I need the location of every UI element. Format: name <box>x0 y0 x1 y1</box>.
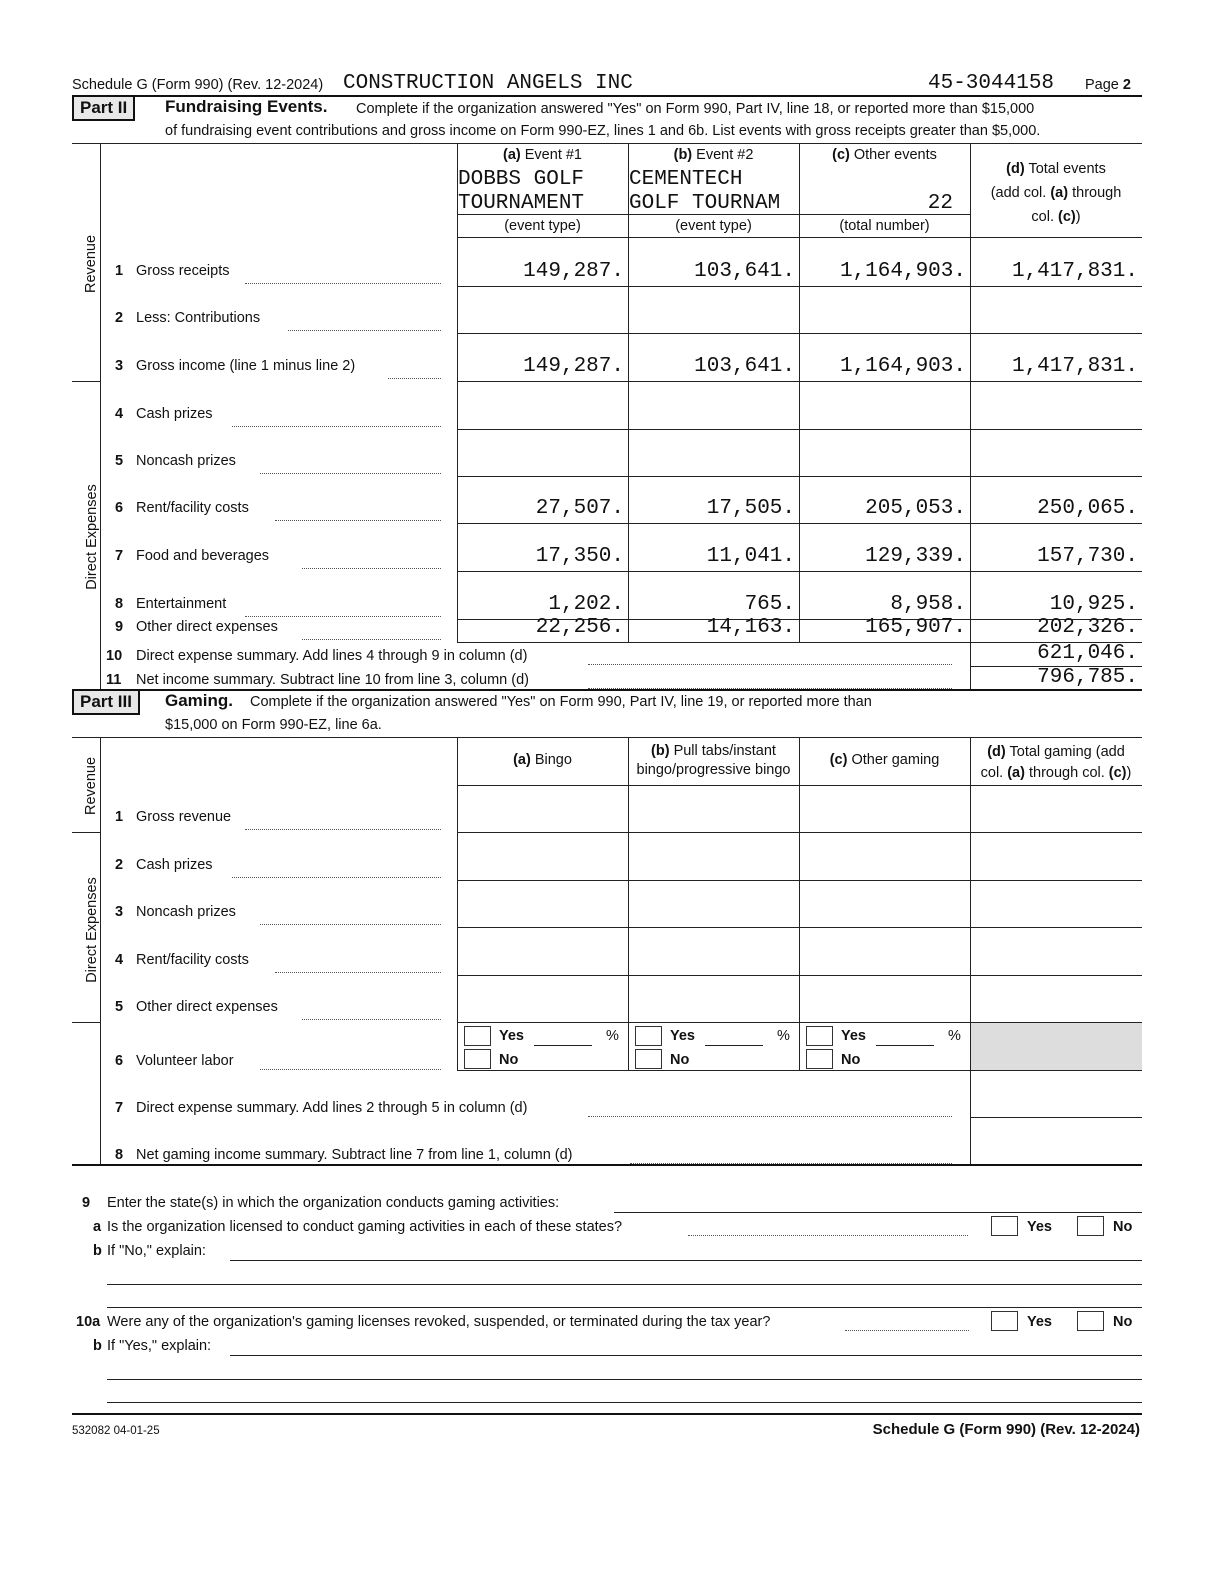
line8-col-c[interactable]: 8,958. <box>890 593 966 616</box>
gaming-line1-num: 1 <box>115 809 124 825</box>
line8-col-b[interactable]: 765. <box>744 593 795 616</box>
col-c-header: (c) Other events <box>832 147 937 163</box>
gaming-line2-col-b[interactable] <box>628 834 799 880</box>
part2-desc2: of fundraising event contributions and gross income on Form 990-EZ, lines 1 and 6b. List events with gross receipts greater than $5,000. <box>165 123 1041 139</box>
line3-col-b[interactable]: 103,641. <box>694 355 795 378</box>
line9-col-b[interactable]: 14,163. <box>706 616 795 639</box>
gaming-line8-label: Net gaming income summary. Subtract line 7 from line 1, column (d) <box>136 1147 573 1163</box>
gaming-line4-num: 4 <box>115 952 124 968</box>
line10a-yes-label: Yes <box>1027 1314 1052 1330</box>
line3-col-a[interactable]: 149,287. <box>523 355 624 378</box>
gaming-line3-num: 3 <box>115 904 124 920</box>
line10a-no-checkbox[interactable] <box>1077 1311 1104 1331</box>
col-b-header: (b) Event #2 <box>673 147 754 163</box>
line6-col-a-percent-input[interactable] <box>534 1045 592 1046</box>
line1-col-b[interactable]: 103,641. <box>694 260 795 283</box>
line9-num: 9 <box>82 1195 91 1211</box>
col-c-subheader: (total number) <box>839 218 930 234</box>
part2-desc1: Complete if the organization answered "Yes" on Form 990, Part IV, line 18, or reported more than $15,000 <box>356 101 1035 117</box>
line5-label: Noncash prizes <box>136 453 236 469</box>
line6-col-b-yes-label: Yes <box>670 1028 695 1044</box>
gaming-line4-col-d[interactable] <box>970 929 1142 975</box>
gaming-line2-num: 2 <box>115 857 124 873</box>
line3-col-c[interactable]: 1,164,903. <box>839 355 966 378</box>
line9-label: Enter the state(s) in which the organization conducts gaming activities: <box>107 1195 560 1211</box>
footer-form-name: Schedule G (Form 990) (Rev. 12-2024) <box>872 1421 1140 1438</box>
gaming-col-a-header: (a) Bingo <box>513 752 572 768</box>
gaming-line7-num: 7 <box>115 1100 124 1116</box>
org-name: CONSTRUCTION ANGELS INC <box>343 72 633 95</box>
gaming-line2-label: Cash prizes <box>136 857 213 873</box>
line7-col-c[interactable]: 129,339. <box>865 545 966 568</box>
line9a-yes-label: Yes <box>1027 1219 1052 1235</box>
line10b-input-line-1[interactable] <box>230 1355 1142 1356</box>
line9-col-c[interactable]: 165,907. <box>865 616 966 639</box>
line10a-num: 10a <box>76 1314 101 1330</box>
line9b-letter: b <box>93 1243 102 1259</box>
line6-col-a-no-checkbox[interactable] <box>464 1049 491 1069</box>
line6-col-c-percent-input[interactable] <box>876 1045 934 1046</box>
line6-col-c-yes-label: Yes <box>841 1028 866 1044</box>
line10a-yes-checkbox[interactable] <box>991 1311 1018 1331</box>
part3-desc2: $15,000 on Form 990-EZ, line 6a. <box>165 717 382 733</box>
line2-num: 2 <box>115 310 124 326</box>
line6-label: Volunteer labor <box>136 1053 234 1069</box>
page-number: Page 2 <box>1085 77 1131 93</box>
line6-col-c-no-label: No <box>841 1052 861 1068</box>
event2-name-2: GOLF TOURNAM <box>629 192 781 215</box>
event2-name-1: CEMENTECH <box>629 168 743 191</box>
line9-num: 9 <box>115 619 124 635</box>
line6-col-a-yes-label: Yes <box>499 1028 524 1044</box>
gaming-line4-col-a[interactable] <box>457 929 628 975</box>
gaming-line3-col-d[interactable] <box>970 881 1142 927</box>
col-a-header: (a) Event #1 <box>503 147 582 163</box>
line1-col-c[interactable]: 1,164,903. <box>839 260 966 283</box>
part3-desc1: Complete if the organization answered "Yes" on Form 990, Part IV, line 19, or reported more than <box>250 694 872 710</box>
line8-label: Entertainment <box>136 596 227 612</box>
line10b-label: If "Yes," explain: <box>107 1338 212 1354</box>
line1-label: Gross receipts <box>136 263 230 279</box>
line9-input-line[interactable] <box>614 1212 1142 1213</box>
line6-col-c-no-checkbox[interactable] <box>806 1049 833 1069</box>
line7-label: Food and beverages <box>136 548 270 564</box>
part2-title: Fundraising Events. <box>165 97 328 116</box>
line6-col-a[interactable]: 27,507. <box>535 497 624 520</box>
line1-num: 1 <box>115 263 124 279</box>
gaming-line3-label: Noncash prizes <box>136 904 236 920</box>
col-a-subheader: (event type) <box>504 218 581 234</box>
line6-col-c-yes-checkbox[interactable] <box>806 1026 833 1046</box>
line9b-input-line-2[interactable] <box>107 1284 1142 1285</box>
part3-tag: Part III <box>72 689 140 715</box>
line9a-letter: a <box>93 1219 102 1235</box>
line9-col-a[interactable]: 22,256. <box>535 616 624 639</box>
event1-name-1: DOBBS GOLF <box>458 168 585 191</box>
gaming-line2-col-d[interactable] <box>970 834 1142 880</box>
line10-total: 621,046. <box>1037 642 1138 665</box>
gaming-line4-col-b[interactable] <box>628 929 799 975</box>
line10b-letter: b <box>93 1338 102 1354</box>
line6-col-a-no-label: No <box>499 1052 519 1068</box>
gaming-line5-col-d[interactable] <box>970 976 1142 1022</box>
line4-label: Cash prizes <box>136 406 213 422</box>
col-d-header: (d) Total events (add col. (a) through col. (c)) <box>990 161 1122 225</box>
line10b-input-line-2[interactable] <box>107 1379 1142 1380</box>
line9a-no-checkbox[interactable] <box>1077 1216 1104 1236</box>
line7-num: 7 <box>115 548 124 564</box>
part3-title: Gaming. <box>165 691 234 710</box>
line9a-no-label: No <box>1113 1219 1133 1235</box>
gaming-line5-num: 5 <box>115 999 124 1015</box>
gaming-line2-col-c[interactable] <box>799 834 970 880</box>
gaming-line1-col-b[interactable] <box>628 786 799 832</box>
line9-col-d[interactable]: 202,326. <box>1037 616 1138 639</box>
line9a-yes-checkbox[interactable] <box>991 1216 1018 1236</box>
line10a-label: Were any of the organization's gaming licenses revoked, suspended, or terminated during the tax year? <box>107 1314 771 1330</box>
line10-label: Direct expense summary. Add lines 4 through 9 in column (d) <box>136 648 528 664</box>
gaming-line3-col-b[interactable] <box>628 881 799 927</box>
part2-tag: Part II <box>72 95 135 121</box>
gaming-line8-num: 8 <box>115 1147 124 1163</box>
line1-col-d[interactable]: 1,417,831. <box>1011 260 1138 283</box>
line6-num: 6 <box>115 500 124 516</box>
line7-col-d[interactable]: 157,730. <box>1037 545 1138 568</box>
line7-col-a[interactable]: 17,350. <box>535 545 624 568</box>
line6-col-a-yes-checkbox[interactable] <box>464 1026 491 1046</box>
gaming-line2-col-a[interactable] <box>457 834 628 880</box>
event1-name-2: TOURNAMENT <box>458 192 585 215</box>
line9-label: Other direct expenses <box>136 619 278 635</box>
gaming-line1-label: Gross revenue <box>136 809 232 825</box>
line9a-label: Is the organization licensed to conduct gaming activities in each of these states? <box>107 1219 623 1235</box>
line6-shaded-cell <box>971 1023 1142 1070</box>
line6-col-b[interactable]: 17,505. <box>706 497 795 520</box>
line11-num: 11 <box>106 672 122 688</box>
gaming-col-c-header: (c) Other gaming <box>829 752 940 768</box>
line6-col-d[interactable]: 250,065. <box>1037 497 1138 520</box>
line10-num: 10 <box>106 648 123 664</box>
side-label-direct-expenses: Direct Expenses <box>84 484 100 590</box>
gaming-line1-col-a[interactable] <box>457 786 628 832</box>
line8-col-d[interactable]: 10,925. <box>1049 593 1138 616</box>
gaming-line3-col-c[interactable] <box>799 881 970 927</box>
side-label-revenue: Revenue <box>83 234 99 294</box>
gaming-line4-col-c[interactable] <box>799 929 970 975</box>
ein: 45-3044158 <box>928 72 1055 95</box>
line6-col-b-yes-checkbox[interactable] <box>635 1026 662 1046</box>
gaming-side-revenue: Revenue <box>83 756 99 816</box>
gaming-col-d-header: (d) Total gaming (add col. (a) through col. (c)) <box>980 744 1132 781</box>
line5-num: 5 <box>115 453 124 469</box>
gaming-line5-label: Other direct expenses <box>136 999 278 1015</box>
gaming-line1-col-d[interactable] <box>970 786 1142 832</box>
line8-col-a[interactable]: 1,202. <box>548 593 624 616</box>
footer-code: 532082 04-01-25 <box>72 1425 160 1437</box>
line6-label: Rent/facility costs <box>136 500 249 516</box>
line6-col-b-percent-sign: % <box>777 1028 790 1044</box>
gaming-side-direct-expenses: Direct Expenses <box>84 877 100 983</box>
gaming-line4-label: Rent/facility costs <box>136 952 249 968</box>
line1-col-a[interactable]: 149,287. <box>523 260 624 283</box>
line3-num: 3 <box>115 358 124 374</box>
line2-label: Less: Contributions <box>136 310 261 326</box>
line9b-label: If "No," explain: <box>107 1243 206 1259</box>
line6-col-b-no-checkbox[interactable] <box>635 1049 662 1069</box>
gaming-line1-col-c[interactable] <box>799 786 970 832</box>
line6-col-b-percent-input[interactable] <box>705 1045 763 1046</box>
line10a-no-label: No <box>1113 1314 1133 1330</box>
gaming-line7-label: Direct expense summary. Add lines 2 through 5 in column (d) <box>136 1100 528 1116</box>
line11-total: 796,785. <box>1037 666 1138 689</box>
line6-col-b-no-label: No <box>670 1052 690 1068</box>
line3-col-d[interactable]: 1,417,831. <box>1011 355 1138 378</box>
line11-label: Net income summary. Subtract line 10 from line 3, column (d) <box>136 672 529 688</box>
gaming-line5-col-c[interactable] <box>799 976 970 1022</box>
gaming-col-b-header: (b) Pull tabs/instant bingo/progressive bingo <box>636 743 791 778</box>
line4-num: 4 <box>115 406 124 422</box>
line8-num: 8 <box>115 596 124 612</box>
line6-col-c[interactable]: 205,053. <box>865 497 966 520</box>
gaming-line5-col-b[interactable] <box>628 976 799 1022</box>
form-name: Schedule G (Form 990) (Rev. 12-2024) <box>72 77 324 93</box>
gaming-line3-col-a[interactable] <box>457 881 628 927</box>
line6-col-a-percent-sign: % <box>606 1028 619 1044</box>
other-events-count: 22 <box>927 192 953 215</box>
gaming-line5-col-a[interactable] <box>457 976 628 1022</box>
line9b-input-line-1[interactable] <box>230 1260 1142 1261</box>
line6-col-c-percent-sign: % <box>948 1028 961 1044</box>
line7-col-b[interactable]: 11,041. <box>706 545 795 568</box>
col-b-subheader: (event type) <box>675 218 752 234</box>
line3-label: Gross income (line 1 minus line 2) <box>136 358 356 374</box>
line6-num: 6 <box>115 1053 124 1069</box>
